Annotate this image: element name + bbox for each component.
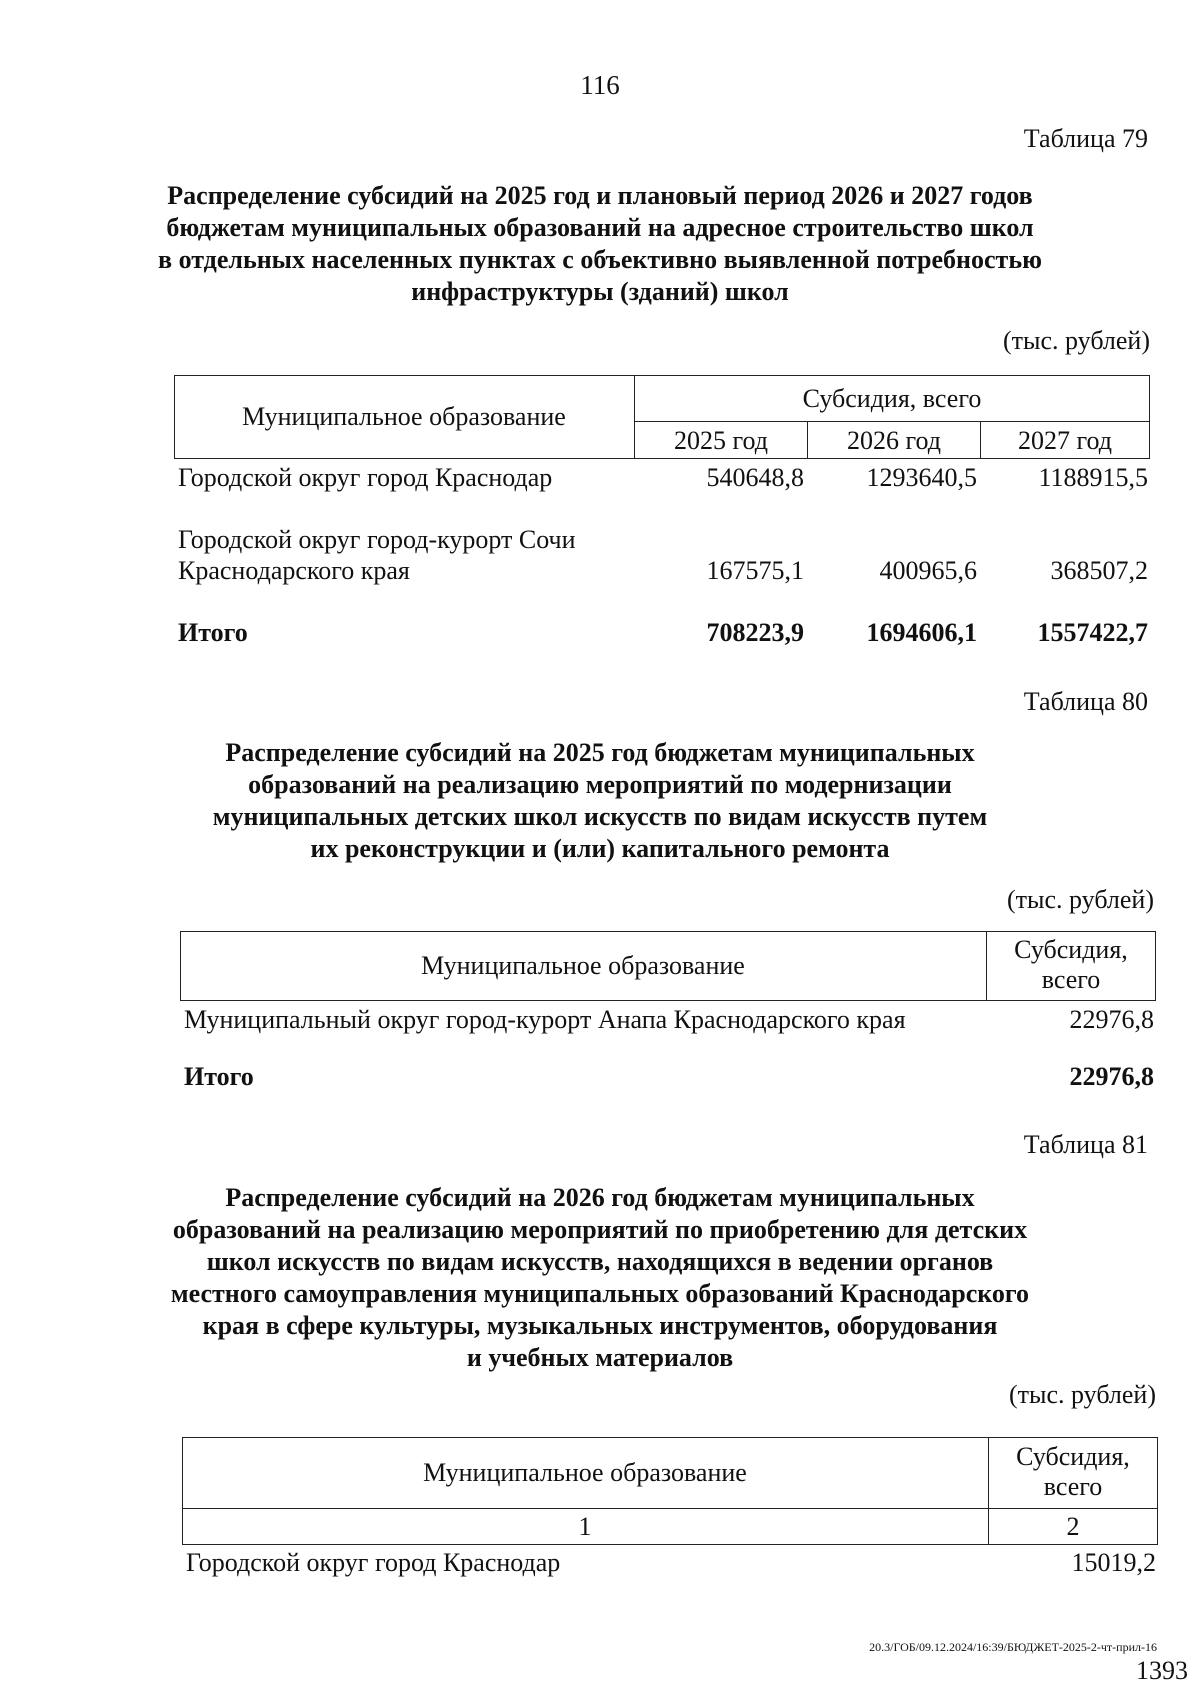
table-81-label: Таблица 81 bbox=[1023, 1130, 1148, 1159]
table-81-divider bbox=[988, 1437, 989, 1545]
table-79-cell: 400965,6 bbox=[879, 556, 977, 585]
table-80-title-line: муниципальных детских школ искусств по видам искусств путем bbox=[212, 802, 988, 831]
table-79-divider bbox=[980, 421, 981, 459]
table-79-title-line: бюджетам муниципальных образований на адресное строительство школ bbox=[166, 213, 1034, 242]
table-80-row-name: Муниципальный округ город-курорт Анапа Краснодарского края bbox=[184, 1005, 906, 1034]
table-79-title-line: Распределение субсидий на 2025 год и плановый период 2026 и 2027 годов bbox=[167, 181, 1033, 210]
table-81-col-number: 1 bbox=[578, 1512, 592, 1541]
table-80-total-label: Итого bbox=[184, 1062, 254, 1091]
table-80-units: (тыс. рублей) bbox=[1006, 885, 1154, 914]
table-79-divider bbox=[634, 375, 635, 459]
table-79-cell: 167575,1 bbox=[706, 556, 804, 585]
table-79-col-name-header: Муниципальное образование bbox=[242, 402, 566, 431]
table-79-row-name: Городской округ город Краснодар bbox=[178, 463, 553, 492]
table-79-units: (тыс. рублей) bbox=[1002, 326, 1150, 355]
table-80-col-value-header bbox=[988, 933, 1154, 1001]
table-79-divider bbox=[634, 421, 1150, 422]
table-81-title-line: Распределение субсидий на 2026 год бюджетам муниципальных bbox=[225, 1183, 975, 1212]
table-80-title-line: Распределение субсидий на 2025 год бюджетам муниципальных bbox=[225, 738, 975, 767]
table-80-divider bbox=[986, 931, 987, 1001]
table-79-label: Таблица 79 bbox=[1023, 124, 1148, 153]
table-81-cell: 15019,2 bbox=[1071, 1548, 1156, 1577]
table-81-col-name-header: Муниципальное образование bbox=[423, 1458, 747, 1487]
table-79-cell: 1293640,5 bbox=[866, 463, 977, 492]
document-stamp: 20.3/ГОБ/09.12.2024/16:39/БЮДЖЕТ-2025-2-чт-прил-16 bbox=[869, 1640, 1157, 1654]
table-81-col-value-header bbox=[990, 1439, 1156, 1510]
table-79-divider bbox=[807, 421, 808, 459]
table-79-total-label: Итого bbox=[178, 618, 248, 647]
sheet-number: 1393 bbox=[1136, 1656, 1188, 1685]
table-79-row-name: Краснодарского края bbox=[178, 556, 410, 585]
table-81-title-line: края в сфере культуры, музыкальных инструментов, оборудования bbox=[202, 1311, 998, 1340]
table-79-cell: 1188915,5 bbox=[1038, 463, 1148, 492]
table-80-title bbox=[170, 737, 1030, 865]
table-79-total-cell: 708223,9 bbox=[706, 618, 804, 647]
table-79-year-header: 2025 год bbox=[674, 426, 768, 455]
table-81-title-line: образований на реализацию мероприятий по приобретению для детских bbox=[172, 1215, 1028, 1244]
table-80-title-line: их реконструкции и (или) капитального ремонта bbox=[310, 834, 890, 863]
table-79-title-line: инфраструктуры (зданий) школ bbox=[411, 277, 789, 306]
table-81-units: (тыс. рублей) bbox=[1008, 1380, 1156, 1409]
table-79-year-header: 2027 год bbox=[1018, 426, 1112, 455]
table-79-title-line: в отдельных населенных пунктах с объективно выявленной потребностью bbox=[158, 245, 1042, 274]
table-79-group-header: Субсидия, всего bbox=[802, 384, 982, 413]
table-81-title-line: и учебных материалов bbox=[466, 1343, 734, 1372]
table-79-total-cell: 1694606,1 bbox=[866, 618, 977, 647]
table-81-col-value-header-line: Субсидия, bbox=[1016, 1442, 1130, 1471]
table-79-row-name: Городской округ город-курорт Сочи bbox=[178, 525, 576, 554]
table-81-col-value-header-line: всего bbox=[1043, 1472, 1103, 1501]
table-80-col-value-header-line: всего bbox=[1041, 965, 1101, 994]
table-80-label: Таблица 80 bbox=[1023, 687, 1148, 716]
table-80-total-cell: 22976,8 bbox=[1069, 1062, 1154, 1091]
table-80-col-value-header-line: Субсидия, bbox=[1014, 935, 1128, 964]
table-79-cell: 540648,8 bbox=[706, 463, 804, 492]
table-80-cell: 22976,8 bbox=[1069, 1005, 1154, 1034]
table-81-col-number: 2 bbox=[1066, 1512, 1080, 1541]
table-79-cell: 368507,2 bbox=[1050, 556, 1148, 585]
table-81-title bbox=[150, 1182, 1050, 1374]
table-79-title bbox=[130, 180, 1070, 308]
page-number: 116 bbox=[580, 70, 620, 100]
table-81-title-line: местного самоуправления муниципальных образований Краснодарского bbox=[170, 1279, 1030, 1308]
table-81-row-name: Городской округ город Краснодар bbox=[186, 1548, 561, 1577]
table-81-title-line: школ искусств по видам искусств, находящихся в ведении органов bbox=[206, 1247, 994, 1276]
table-79-year-header: 2026 год bbox=[847, 426, 941, 455]
table-80-col-name-header: Муниципальное образование bbox=[421, 951, 745, 980]
table-80-title-line: образований на реализацию мероприятий по модернизации bbox=[248, 770, 952, 799]
table-79-total-cell: 1557422,7 bbox=[1037, 618, 1148, 647]
